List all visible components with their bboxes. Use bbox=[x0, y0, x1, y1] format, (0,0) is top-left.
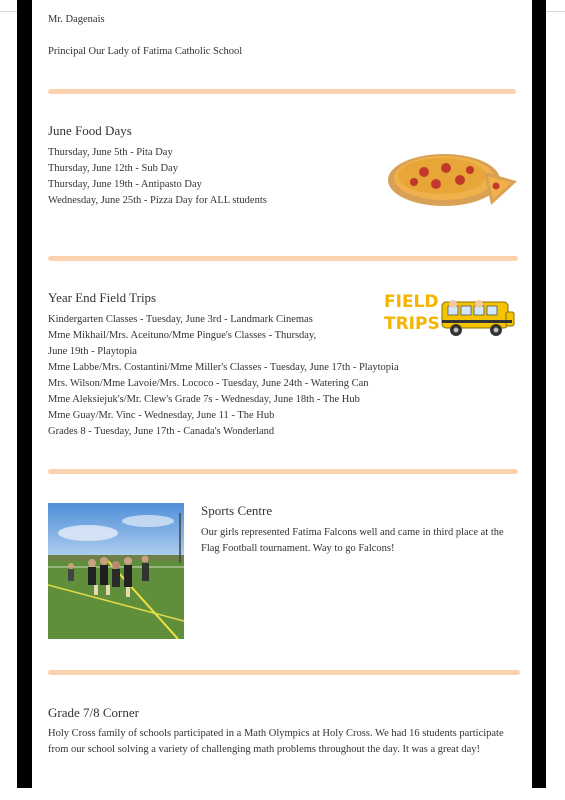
left-frame-bar bbox=[17, 0, 32, 788]
food-days-heading: June Food Days bbox=[48, 123, 132, 138]
signoff-name: Mr. Dagenais bbox=[48, 14, 105, 25]
field-trips-heading: Year End Field Trips bbox=[48, 290, 157, 305]
food-days-list bbox=[48, 145, 267, 209]
field-trip-item: Mrs. Wilson/Mme Lavoie/Mrs. Lococo - Tuesday, June 24th - Watering Can bbox=[48, 378, 369, 389]
food-day-item: Thursday, June 5th - Pita Day bbox=[48, 147, 173, 158]
field-trip-item: Mme Mikhail/Mrs. Aceituno/Mme Pingue's Classes - Thursday, bbox=[48, 330, 317, 341]
food-day-item: Thursday, June 12th - Sub Day bbox=[48, 163, 178, 174]
section-divider bbox=[48, 469, 518, 474]
field-trip-item: June 19th - Playtopia bbox=[48, 346, 137, 357]
corner-body: Holy Cross family of schools participated in a Math Olympics at Holy Cross. We had 16 students participate from our school solving a variety of challenging math problems throughout the day. It was a great day! bbox=[48, 728, 504, 755]
school-bus-icon bbox=[440, 296, 516, 338]
food-day-item: Thursday, June 19th - Antipasto Day bbox=[48, 179, 202, 190]
field-trip-item: Kindergarten Classes - Tuesday, June 3rd - Landmark Cinemas bbox=[48, 314, 313, 325]
sports-body: Our girls represented Fatima Falcons well and came in third place at the Flag Football tournament. Way to go Falcons! bbox=[201, 527, 504, 554]
field-trip-item: Mme Aleksiejuk's/Mr. Clew's Grade 7s - Wednesday, June 18th - The Hub bbox=[48, 394, 360, 405]
corner-heading: Grade 7/8 Corner bbox=[48, 705, 139, 720]
field-trips-list bbox=[48, 312, 399, 440]
section-divider bbox=[48, 670, 520, 675]
sports-heading: Sports Centre bbox=[201, 503, 273, 518]
field-trips-logo-text: FIELD bbox=[384, 292, 439, 312]
section-divider bbox=[48, 89, 516, 94]
field-trips-logo-text: TRIPS bbox=[384, 314, 440, 334]
signoff-title: Principal Our Lady of Fatima Catholic School bbox=[48, 46, 243, 57]
pizza-image bbox=[386, 136, 518, 212]
flag-football-photo bbox=[48, 503, 184, 639]
field-trip-item: Mme Guay/Mr. Vinc - Wednesday, June 11 - The Hub bbox=[48, 410, 275, 421]
field-trip-item: Mme Labbe/Mrs. Costantini/Mme Miller's Classes - Tuesday, June 17th - Playtopia bbox=[48, 362, 399, 373]
field-trip-item: Grades 8 - Tuesday, June 17th - Canada's Wonderland bbox=[48, 426, 275, 437]
food-day-item: Wednesday, June 25th - Pizza Day for ALL students bbox=[48, 195, 267, 206]
field-trips-logo bbox=[384, 292, 518, 340]
section-divider bbox=[48, 256, 518, 261]
right-frame-bar bbox=[532, 0, 546, 788]
